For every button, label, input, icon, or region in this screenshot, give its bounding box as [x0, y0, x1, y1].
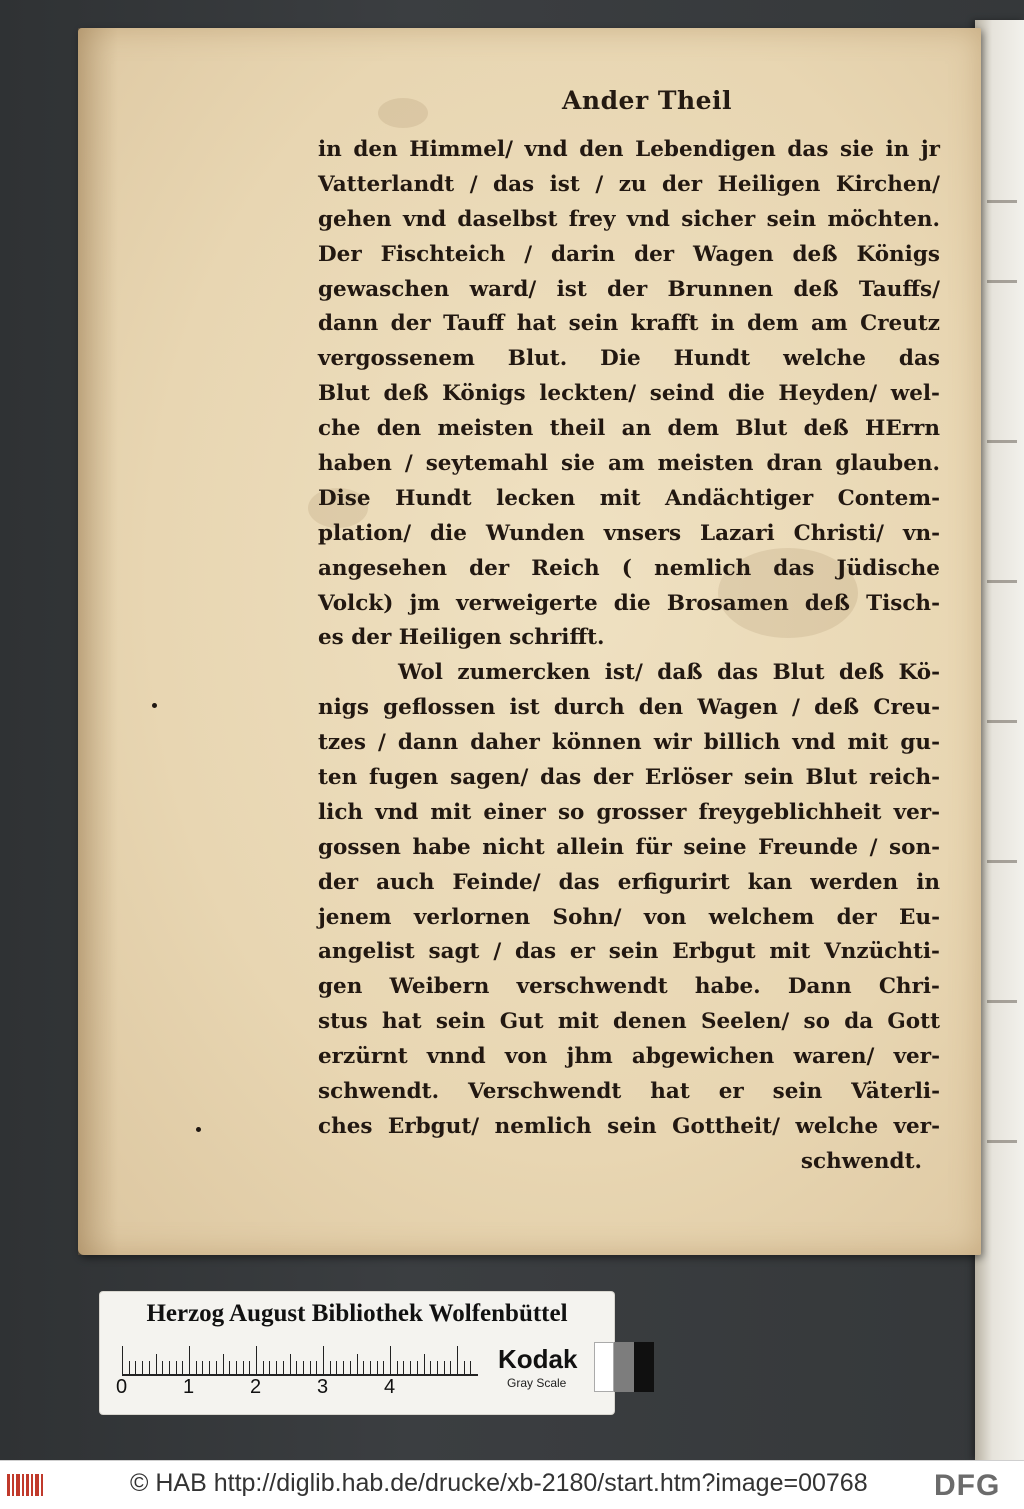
ruler-tick [202, 1361, 203, 1374]
ruler-tick [336, 1361, 337, 1374]
text-line: erzürnt vnnd von jhm abgewichen waren/ ver- [318, 1044, 940, 1070]
ruler-tick [223, 1354, 224, 1374]
ink-dot [196, 1127, 201, 1132]
ruler-tick [444, 1361, 445, 1374]
text-line: dann der Tauff hat sein krafft in dem am Creutz [318, 311, 940, 337]
ruler-number: 4 [384, 1376, 396, 1398]
text-line: schwendt. Verschwendt hat er sein Väterli- [318, 1079, 940, 1105]
text-line: haben / seytemahl sie am meisten dran glauben. [318, 451, 940, 477]
ruler-tick [377, 1361, 378, 1374]
ink-dot [152, 703, 157, 708]
text-line: jenem verlornen Sohn/ von welchem der Eu- [318, 904, 940, 930]
ruler-tick [229, 1361, 230, 1374]
text-line: Vatterlandt / das ist / zu der Heiligen Kirchen/ [318, 171, 940, 197]
ruler-tick [470, 1361, 471, 1374]
text-line: gehen vnd daselbst frey vnd sicher sein möchten. [318, 206, 940, 232]
ruler-tick [323, 1346, 324, 1374]
text-line: schwendt. [800, 1148, 922, 1174]
text-line: gewaschen ward/ ist der Brunnen deß Tauffs/ [318, 276, 940, 302]
ruler-tick [243, 1361, 244, 1374]
ruler-tick [169, 1361, 170, 1374]
ruler-tick [256, 1346, 257, 1374]
ruler-tick [417, 1361, 418, 1374]
ruler-tick [370, 1361, 371, 1374]
text-line: vergossenem Blut. Die Hundt welche das [318, 346, 940, 372]
ruler-tick [249, 1361, 250, 1374]
ruler-tick [397, 1361, 398, 1374]
text-line: angesehen der Reich ( nemlich das Jüdische [318, 555, 940, 581]
text-line: ches Erbgut/ nemlich sein Gottheit/ welche ver- [318, 1113, 940, 1139]
text-line: Volck) jm verweigerte die Brosamen deß Tisch- [318, 590, 940, 616]
kodak-logo: Kodak [498, 1344, 578, 1374]
ruler-tick [236, 1361, 237, 1374]
ruler-tick [450, 1361, 451, 1374]
text-line: angelist sagt / das er sein Erbgut mit Vnzüchti- [318, 939, 940, 965]
ruler-tick [196, 1361, 197, 1374]
adjacent-page-edge [975, 20, 1024, 1460]
ruler-tick [464, 1361, 465, 1374]
text-line: Blut deß Königs leckten/ seind die Heyden/ wel- [318, 381, 940, 407]
ruler-tick [129, 1361, 130, 1374]
ruler-tick [209, 1361, 210, 1374]
ruler-tick [269, 1361, 270, 1374]
ruler-tick [216, 1361, 217, 1374]
text-line: Wol zumercken ist/ daß das Blut deß Kö- [398, 660, 940, 686]
ruler-tick [316, 1361, 317, 1374]
grayscale-label: Gray Scale [507, 1376, 567, 1390]
ruler-tick [383, 1361, 384, 1374]
text-line: nigs geflossen ist durch den Wagen / deß Creu- [318, 695, 940, 721]
ruler-tick [276, 1361, 277, 1374]
text-line: plation/ die Wunden vnsers Lazari Christi/ vn- [318, 520, 940, 546]
ruler-numbers [114, 1376, 494, 1400]
ruler-tick [343, 1361, 344, 1374]
footer-bar [0, 1460, 1024, 1509]
text-line: lich vnd mit einer so grosser freygeblichheit ver- [318, 799, 940, 825]
text-line: stus hat sein Gut mit denen Seelen/ so da Gott [318, 1009, 940, 1035]
ruler-tick [357, 1354, 358, 1374]
ruler-tick [142, 1361, 143, 1374]
ruler-number: 0 [116, 1376, 128, 1398]
ruler-tick [283, 1361, 284, 1374]
ruler-tick [410, 1361, 411, 1374]
chart-title: Herzog August Bibliothek Wolfenbüttel [146, 1300, 568, 1327]
ruler-tick [430, 1361, 431, 1374]
ruler-tick [176, 1361, 177, 1374]
ruler-tick [363, 1361, 364, 1374]
ruler-tick [310, 1361, 311, 1374]
ruler-tick [290, 1354, 291, 1374]
ruler-tick [424, 1354, 425, 1374]
ruler-number: 1 [183, 1376, 195, 1398]
text-line: der auch Feinde/ das erfigurirt kan werden in [318, 869, 940, 895]
ruler-tick [263, 1361, 264, 1374]
ruler-tick [122, 1346, 123, 1374]
text-line: es der Heiligen schrifft. [318, 625, 605, 651]
ruler-tick [390, 1346, 391, 1374]
ruler-tick [303, 1361, 304, 1374]
ruler-tick [403, 1361, 404, 1374]
text-line: che den meisten theil an dem Blut deß HErrn [318, 416, 940, 442]
ruler-tick [457, 1346, 458, 1374]
text-line: gen Weibern verschwendt habe. Dann Chri- [318, 974, 940, 1000]
ruler-tick [162, 1361, 163, 1374]
page-text [318, 133, 940, 1180]
ruler-tick [437, 1361, 438, 1374]
ruler-number: 2 [250, 1376, 262, 1398]
ruler-tick [135, 1361, 136, 1374]
text-line: tzes / dann daher können wir billich vnd mit gu- [318, 730, 940, 756]
ruler-tick [350, 1361, 351, 1374]
text-line: Dise Hundt lecken mit Andächtiger Contem- [318, 485, 940, 511]
running-head: Ander Theil [562, 86, 733, 115]
text-line: gossen habe nicht allein für seine Freunde / son- [318, 834, 940, 860]
text-line: in den Himmel/ vnd den Lebendigen das sie in jr [318, 137, 940, 162]
ruler-tick [330, 1361, 331, 1374]
ruler-tick [149, 1361, 150, 1374]
ruler-tick [182, 1361, 183, 1374]
ruler-tick [156, 1354, 157, 1374]
copyright-link[interactable]: © HAB http://diglib.hab.de/drucke/xb-2180/start.htm?image=00768 [130, 1469, 868, 1497]
color-calibration-chart [100, 1292, 614, 1414]
ruler-number: 3 [317, 1376, 329, 1398]
ruler-tick [189, 1346, 190, 1374]
gray-patches [594, 1342, 654, 1392]
centimeter-ruler [122, 1344, 478, 1376]
text-line: Der Fischteich / darin der Wagen deß Königs [318, 241, 940, 267]
barcode-icon [6, 1471, 46, 1499]
ruler-tick [296, 1361, 297, 1374]
text-line: ten fugen sagen/ das der Erlöser sein Blut reich- [318, 765, 940, 791]
dfg-logo: DFG [934, 1469, 1001, 1502]
